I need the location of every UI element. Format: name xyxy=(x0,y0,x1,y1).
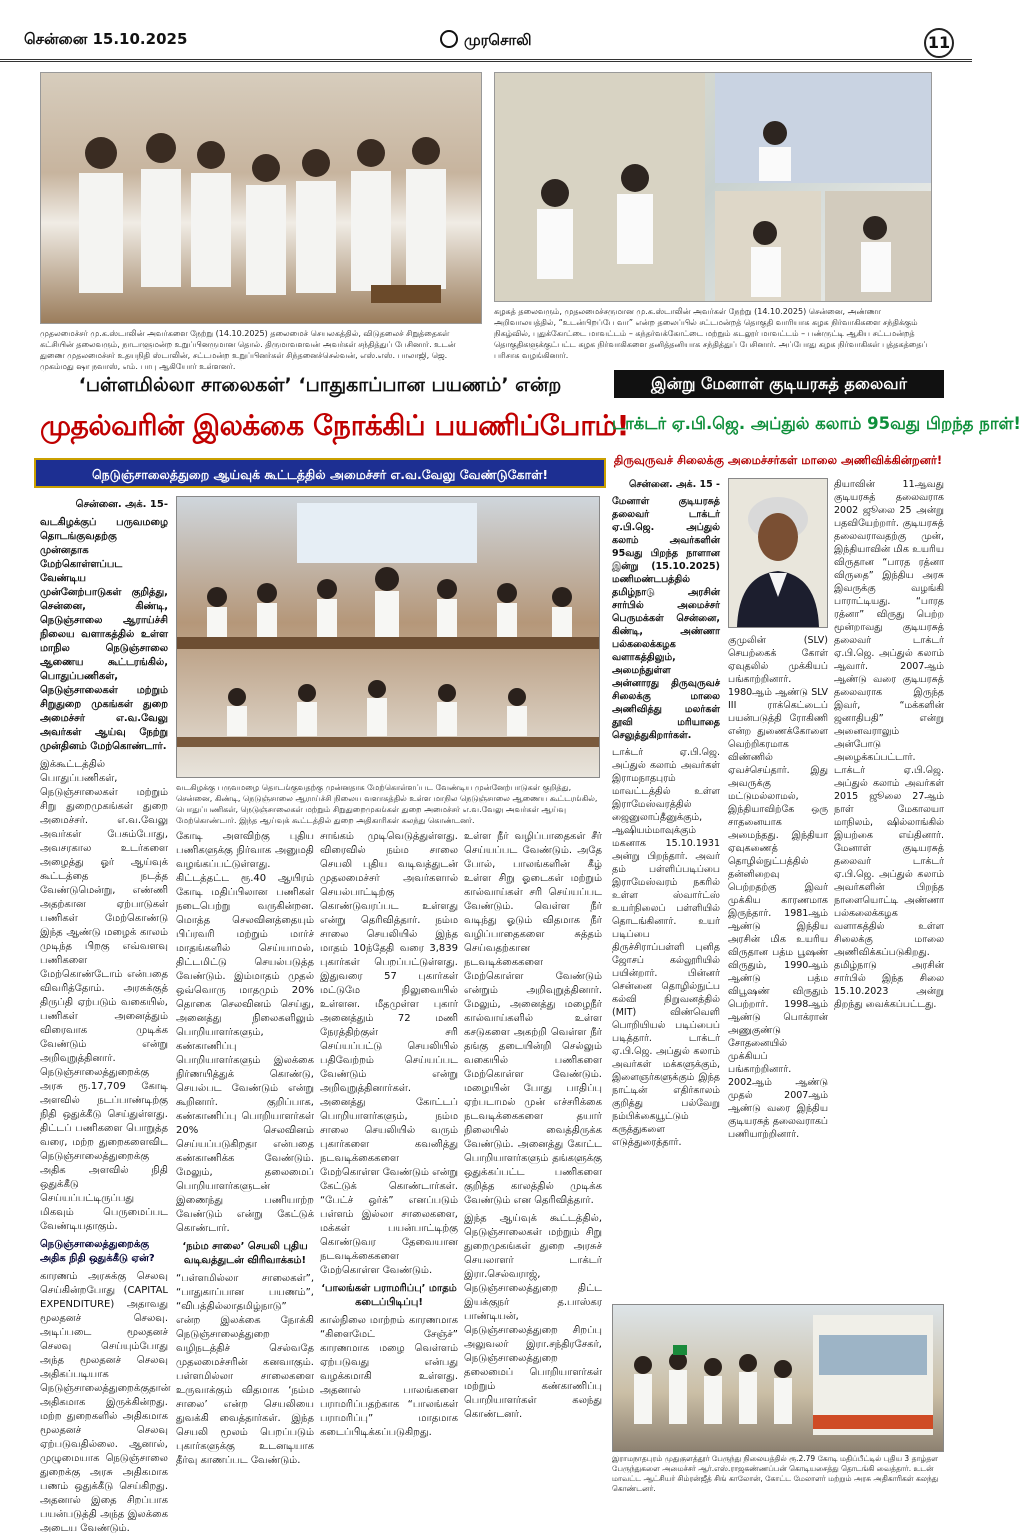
right-col3 xyxy=(834,478,944,1298)
page-header xyxy=(0,0,972,62)
left-col1-text: இக்கூட்டத்தில் பொதுப்பணிகள், நெடுஞ்சாலைகள் மற்றும் சிறு துறைமுகங்கள் துறை அமைச்சர். எ.வ.வேலு அவர்கள் பேசும்போது, அவசரகால உடர்களை அழைத்து ஓர் ஆய்வுக் கூட்டத்தை நடத்த வேண்டுமென்று, எண்ணி அதற்கான ஏற்பாடுகள் பணிகள் மேற்கொண்டு இந்த ஆண்டு மழைக் காலம் முடிந்த பிறகு எவ்வளவு பணிகளை மேற்கொண்டோம் என்பதை விவரித்தோம். அரசுக்குத் திருப்தி ஏற்படும் வகையில், பணிகள் அனைத்தும் விரைவாக முடிக்க வேண்டும் என்று அறிவுறுத்தினார். நெடுஞ்சாலைத்துறைக்கு அரசு ரூ.17,709 கோடி அளவில் நடப்பாண்டிற்கு நிதி ஒதுக்கீடு செய்துள்ளது. திட்டப் பணிகளை பொறுத்த வரை, மற்ற துறைகளைவிட நெடுஞ்சாலைத்துறைக்கு அதிக அளவில் நிதி ஒதுக்கீடு செய்யப்பட்டிருப்பது மிகவும் பெருமைப்பட வேண்டியதாகும். xyxy=(40,759,168,1232)
bus-photo-scene xyxy=(613,1305,943,1451)
left-col2-text: கோடி அளவிற்கு புதிய பணிகளுக்கு நிர்வாக அனுமதி வழங்கப்பட்டுள்ளது. கிட்டத்தட்ட ரூ.40 ஆயிரம் கோடி மதிப்பிலான பணிகள் நடைபெற்று வருகின்றன. மொத்த செலவினத்தையும் பிப்ரவரி மற்றும் மார்ச் மாதங்களில் செய்யாமல், திட்டமிட்டு செயல்படுத்த வேண்டும். இம்மாதம் முதல் ஒவ்வொரு மாதமும் 20% தொகை செலவினம் செய்து, அனைத்து நிலைகளிலும் பொறியாளர்களும், கண்காணிப்பு பொறியாளர்களும் இலக்கை நிர்ணயித்துக் கொண்டு, செயல்பட வேண்டும் என்று கூறினார். குறிப்பாக, கண்காணிப்பு பொறியாளர்கள் 20% செலவினம் செய்யப்படுகிறதா என்பதை கண்காணிக்க வேண்டும். மேலும், தலைமைப் பொறியாளர்களுடன் இணைந்து பணியாற்ற வேண்டும் என்று கேட்டுக் கொண்டார். xyxy=(176,831,314,1234)
left-section2: ‘நம்ம சாலை’ செயலி புதிய வடிவத்துடன் விரிவாக்கம்! xyxy=(182,1241,308,1266)
right-lead-column xyxy=(612,478,720,1298)
left-dateline: சென்னை. அக். 15- xyxy=(75,499,168,510)
photo-right-caption: கழகத் தலைவரும், முதலமைச்சருமான மு.க.ஸ்டாலின் அவர்கள் நேற்று (14.10.2025) சென்னை, அண்ணா அறிவாலயத்தில், “உடன்பிறப்பே வா” என்ற தலைப்பில் சட்டமன்றத் தொகுதி வாரியாக கழக நிர்வாகிகளை சந்திக்கும் நிகழ்வில், புதுக்கோட்டை மாவட்டம் – கந்தர்வக்கோட்டை மற்றும் கடலூர் மாவட்டம் – பண்ருட்டி ஆகிய சட்டமன்றத் தொகுதிகளுக்குட்பட்ட கழக நிர்வாகிகளை தனித்தனியாக சந்தித்துப் பேசினார். அப்போது கழக நிர்வாகிகள் புத்தகத்தைப் பரிசாக வழங்கினார். xyxy=(494,307,928,360)
photo-left xyxy=(40,72,482,324)
left-col3-text: சாங்கம் முடிவெடுத்துள்ளது. விரைவில் நம்ம சாலை செயலி புதிய வடிவத்துடன் முதலமைச்சர் அவர்களால் செயல்பாட்டிற்கு கொண்டுவரப்பட உள்ளது என்று தெரிவித்தார். நம்ம சாலை செயலியில் இந்த மாதம் 10ந்தேதி வரை 3,839 புகார்கள் பெறப்பட்டுள்ளது. இதுவரை 57 புகார்கள் மட்டுமே நிலுவையில் உள்ளன. மீதமுள்ள புகார் அனைத்தும் 72 மணி நேரத்திற்குள் சரி செய்யப்பட்டு செயலியில் பதிவேற்றம் செய்யப்பட வேண்டும் என்று அறிவுறுத்தினார்கள். அனைத்து கோட்டப் பொறியாளர்களும், நம்ம சாலை செயலியில் வரும் புகார்களை கவனித்து நடவடிக்கைகளை மேற்கொள்ள வேண்டும் என்று கேட்டுக் கொண்டார்கள். “பேட்ச் ஒர்க்” எனப்படும் பள்ளம் இல்லா சாலைகளை, மக்கள் பயன்பாட்டிற்கு கொண்டுவர தேவையான நடவடிக்கைகளை மேற்கொள்ள வேண்டும். xyxy=(320,831,458,1276)
right-col3-text: தியாவின் 11ஆவது குடியரசுத் தலைவராக 2002 ஜூலை 25 அன்று பதவியேற்றார். குடியரசுத் தலைவராவதற்கு முன், இந்தியாவின் மிக உயரிய விருதான “பாரத ரத்னா விருதை” இந்திய அரசு இவருக்கு வழங்கி பாராட்டியது. “பாரத ரத்னா” விருது பெற்ற மூன்றாவது குடியரசுத் தலைவர் டாக்டர் ஏ.பி.ஜெ. அப்துல் கலாம் ஆவார். 2007ஆம் ஆண்டு வரை குடியரசுத் தலைவராக இருந்த இவர், “மக்களின் ஜனாதிபதி” என்று அனைவராலும் அன்போடு அழைக்கப்பட்டார். டாக்டர் ஏ.பி.ஜெ. அப்துல் கலாம் அவர்கள் 2015 ஜூலை 27ஆம் நாள் மேகாலயா மாநிலம், ஷில்லாங்கில் இயற்கை எய்தினார். மேனாள் குடியரசுத் தலைவர் டாக்டர் ஏ.பி.ஜெ. அப்துல் கலாம் அவர்களின் பிறந்த நாளையொட்டி அண்ணா பல்கலைக்கழக வளாகத்தில் உள்ள சிலைக்கு மாலை அணிவிக்கப்படுகிறது. தமிழ்நாடு அரசின் சார்பில் இந்த சிலை 15.10.2023 அன்று திறந்து வைக்கப்பட்டது. xyxy=(834,479,944,1010)
bus-photo-caption: இராமநாதபுரம் முதுகுளத்தூர் பேருந்து நிலையத்தில் ரூ.2.79 கோடி மதிப்பீட்டில் புதிய 3 தாழ்தள பேருந்துகளை அமைச்சர் ஆர்.எஸ்.ராஜகண்ணப்பன் கொடியசைத்து தொடங்கி வைத்தார். உடன் மாவட்ட ஆட்சியர் சிம்ரன்ஜீத் சிங் காலோன், கோட்ட மேலாளர் மற்றும் அரசு அதிகாரிகள் கலந்து கொண்டனர். xyxy=(612,1454,939,1493)
right-dateline: சென்னை. அக். 15 - xyxy=(628,479,720,490)
left-col4b-text: இந்த ஆய்வுக் கூட்டத்தில், நெடுஞ்சாலைகள் மற்றும் சிறு துறைமுகங்கள் துறை அரசுச் செயலாளர் டாக்டர் இரா.செல்வராஜ், நெடுஞ்சாலைத்துறை திட்ட இயக்குநர் த.பாஸ்கர பாண்டியன், நெடுஞ்சாலைத்துறை சிறப்பு அலுவலர் இரா.சந்திரசேகர், நெடுஞ்சாலைத்துறை தலைமைப் பொறியாளர்கள் மற்றும் கண்காணிப்பு பொறியாளர்கள் கலந்து கொண்டனர். xyxy=(464,1213,602,1420)
header-date: சென்னை 15.10.2025 xyxy=(24,30,188,48)
meeting-photo-scene xyxy=(177,497,599,777)
meeting-photo xyxy=(176,496,600,778)
meeting-photo-caption: வடகிழக்கு பருவமழை தொடங்குவதற்கு முன்னதாக மேற்கொள்ளப்பட வேண்டிய முன்னேற்பாடுகள் குறித்து, சென்னை, கிண்டி, நெடுஞ்சாலை ஆராய்ச்சி நிலைய வளாகத்தில் உள்ள மாநில நெடுஞ்சாலை ஆணைய கூட்டரங்கில், பொதுப்பணிகள், நெடுஞ்சாலைகள் மற்றும் சிறுதுறைமுகங்கள் துறை அமைச்சர் எ.வ.வேலு அவர்கள் ஆய்வு மேற்கொண்டார். இந்த ஆய்வுக் கூட்டத்தில் துறை அதிகாரிகள் கலந்து கொண்டனர். xyxy=(176,783,598,825)
kalam-portrait xyxy=(728,478,828,628)
right-col2-text: குமுலின் (SLV) செயற்கைக் கோள் ஏவுதலில் முக்கியப் பங்காற்றினார். 1980ஆம் ஆண்டு SLV III ராக்கெட்டைப் பயன்படுத்தி ரோகிணி என்ற துணைக்கோளை வெற்றிகரமாக விண்ணில் ஏவச்செய்தார். இது அவருக்கு மட்டுமல்லாமல், இந்தியாவிற்கே ஒரு சாதனையாக அமைந்தது. இந்தியா ஏவுகணைத் தொழில்நுட்பத்தில் தன்னிறைவு பெற்றதற்கு இவர் முக்கிய காரணமாக இருந்தார். 1981ஆம் ஆண்டு இந்திய அரசின் மிக உயரிய விருதான பத்ம பூஷண் விருதும், 1990ஆம் ஆண்டு பத்ம விபூஷண் விருதும் பெற்றார். 1998ஆம் ஆண்டு பொக்ரான் அணுகுண்டு சோதனையில் முக்கியப் பங்காற்றினார். 2002ஆம் ஆண்டு முதல் 2007ஆம் ஆண்டு வரை இந்திய குடியரசுத் தலைவராகப் பணியாற்றினார். xyxy=(728,635,828,1140)
left-col1b-text: காரணம் அரசுக்கு செலவு செய்கின்றபோது (CAPITAL EXPENDITURE) அதாவது மூலதனச் செலவு. அடிப்படை மூலதனச் செலவு செய்யும்போது அந்த மூலதனச் செலவு அதிகப்படியாக நெடுஞ்சாலைத்துறைக்குதான் அதிகமாக இருக்கின்றது. மற்ற துறைகளில் அதிகமாக மூலதனச் செலவு ஏற்படுவதில்லை. ஆனால், முழுமையாக நெடுஞ்சாலை துறைக்கு அரசு அதிகமாக பணம் ஒதுக்கீடு செய்கிறது. அதனால் இதை சிறப்பாக பயன்படுத்தி அந்த இலக்கை அடைய வேண்டும். xyxy=(40,1271,171,1534)
right-kicker: இன்று மேனாள் குடியரசுத் தலைவர் xyxy=(614,370,944,398)
right-col2 xyxy=(728,634,828,1298)
left-section1: நெடுஞ்சாலைத்துறைக்கு அதிக நிதி ஒதுக்கீடு ஏன்? xyxy=(40,1239,155,1264)
masthead-emblem-icon xyxy=(440,30,458,48)
left-col3 xyxy=(320,830,458,1438)
photo-left-caption: முதலமைச்சர் மு.க.ஸ்டாலின் அவர்களை நேற்று (14.10.2025) தலைமைச் செயலகத்தில், விடுதலைச் சிறுத்தைகள் கட்சியின் தலைவரும், நாடாளுமன்ற உறுப்பினருமான தொல். திருமாவளவன் அவர்கள் சந்தித்துப் பேசினார். உடன் துணை முதலமைச்சர் உதயநிதி ஸ்டாலின், சட்டமன்ற உறுப்பினர்கள் சிந்தனைச்செல்வன், எஸ்.எஸ். பாலாஜி, ஜெ. முகம்மது ஷா நவாஸ், எம். பாபு ஆகியோர் உள்ளனர். xyxy=(40,329,456,371)
left-lead-column xyxy=(40,498,171,1534)
left-col3b-text: கால்நிலை மாற்றம் காரணமாக “கிளைமேட் சேஞ்ச்” காரணமாக மழை வெள்ளம் ஏற்படுவது என்பது வழக்கமாகி உள்ளது. அதனால் பாலங்களை பராமரிப்பதற்காக “பாலங்கள் பராமரிப்பு” மாதமாக கடைப்பிடிக்கப்படுகிறது. xyxy=(320,1315,458,1438)
photo-left-people xyxy=(41,73,481,323)
right-subhead: திருவுருவச் சிலைக்கு அமைச்சர்கள் மாலை அணிவிக்கின்றனர்! xyxy=(613,453,943,467)
left-subhead: நெடுஞ்சாலைத்துறை ஆய்வுக் கூட்டத்தில் அமைச்சர் எ.வ.வேலு வேண்டுகோள்! xyxy=(34,458,606,488)
page-number: 11 xyxy=(924,28,954,58)
kalam-portrait-figure xyxy=(729,479,827,627)
left-col4 xyxy=(464,830,602,1438)
photo-right xyxy=(494,72,932,302)
left-kicker: ‘பள்ளமில்லா சாலைகள்’ ‘பாதுகாப்பான பயணம்’ என்ற xyxy=(78,374,562,396)
left-section3: ‘பாலங்கள் பராமரிப்பு’ மாதம் கடைப்பிடிப்பு! xyxy=(321,1283,457,1308)
bus-photo xyxy=(612,1304,944,1452)
left-col2b-text: “பள்ளமில்லா சாலைகள்”, “பாதுகாப்பான பயணம்”, “விபத்தில்லாதமிழ்நாடு” என்ற இலக்கை நோக்கி நெடுஞ்சாலைத்துறை வழிநடத்திச் செல்வதே முதலமைச்சரின் கனவாகும். பள்ளமில்லா சாலைகளை உருவாக்கும் விதமாக ‘நம்ம சாலை’ என்ற செயலியை துவக்கி வைத்தார்கள். இந்த செயலி மூலம் பெறப்படும் புகார்களுக்கு உடனடியாக தீர்வு காணப்பட வேண்டும். xyxy=(176,1273,314,1466)
photo-right-collage xyxy=(495,73,931,301)
masthead xyxy=(440,30,532,51)
left-col4-text: உள்ள நீர் வழிப்பாதைகள் சீர் செய்யப்பட வேண்டும். அதே போல், பாலங்களின் கீழ் உள்ள சிறு ஓடைகள் மற்றும் கால்வாய்கள் சரி செய்யப்பட வேண்டும். வெள்ள நீர் வடிந்து ஓடும் விதமாக நீர் வழிப்பாதைகளை சுத்தம் செய்வதற்கான நடவடிக்கைகளை மேற்கொள்ள வேண்டும் என்றும் அறிவுறுத்தினார். மேலும், அனைத்து மழைநீர் கால்வாய்களில் உள்ள கசடுகளை அகற்றி வெள்ள நீர் தங்கு தடையின்றி செல்லும் வகையில் பணிகளை மேற்கொள்ள வேண்டும். மழையின் போது பாதிப்பு ஏற்படாமல் முன் எச்சரிக்கை நடவடிக்கைகளை தயார் நிலையில் வைத்திருக்க வேண்டும். அனைத்து கோட்ட பொறியாளர்களும் தங்களுக்கு ஒதுக்கப்பட்ட பணிகளை குறித்த காலத்தில் முடிக்க வேண்டும் என தெரிவித்தார். xyxy=(464,831,602,1206)
left-col2 xyxy=(176,830,314,1466)
right-headline: டாக்டர் ஏ.பி.ஜெ. அப்துல் கலாம் 95வது பிறந்த நாள்! xyxy=(612,414,1021,433)
left-lead: வடகிழக்குப் பருவமழை தொடங்குவதற்கு முன்னதாக மேற்கொள்ளப்பட வேண்டிய முன்னேற்பாடுகள் குறித்து, சென்னை, கிண்டி, நெடுஞ்சாலை ஆராய்ச்சி நிலைய வளாகத்தில் உள்ள மாநில நெடுஞ்சாலை ஆணைய கூட்டரங்கில், பொதுப்பணிகள், நெடுஞ்சாலைகள் மற்றும் சிறுதுறை முகங்கள் துறை அமைச்சர் எ.வ.வேலு அவர்கள் ஆய்வு நேற்று முன்தினம் மேற்கொண்டார். xyxy=(40,517,168,752)
right-col1-text: டாக்டர் ஏ.பி.ஜெ. அப்துல் கலாம் அவர்கள் இராமநாதபுரம் மாவட்டத்தில் உள்ள இராமேஸ்வரத்தில் ஜைனுலாப்தீனுக்கும், ஆஷியம்மாவுக்கும் மகனாக 15.10.1931 அன்று பிறந்தார். அவர் தம் பள்ளிப்படிப்பை இராமேஸ்வரம் நகரில் உள்ள ஸ்வார்ட்ஸ் உயர்நிலைப் பள்ளியில் தொடங்கினார். உயர் படிப்பை திருச்சிராப்பள்ளி புனித ஜோசப் கல்லூரியில் பயின்றார். பின்னர் சென்னை தொழில்நுட்ப கல்வி நிறுவனத்தில் (MIT) விண்வெளி பொறியியல் படிப்பைப் படித்தார். டாக்டர் ஏ.பி.ஜெ. அப்துல் கலாம் அவர்கள் மக்களுக்கும், இளைஞர்களுக்கும் இந்த நாட்டின் எதிர்காலம் குறித்து பல்வேறு நம்பிக்கையூட்டும் கருத்துகளை எடுத்துரைத்தார். xyxy=(612,747,720,1148)
right-lead: மேனாள் குடியரசுத் தலைவர் டாக்டர் ஏ.பி.ஜெ. அப்துல் கலாம் அவர்களின் 95வது பிறந்த நாளான இன்று (15.10.2025) மணிமண்டபத்தில் தமிழ்நாடு அரசின் சார்பில் அமைச்சர் பெருமக்கள் சென்னை, கிண்டி, அண்ணா பல்கலைக்கழக வளாகத்திலும், அமைந்துள்ள அன்னாரது திருவுருவச் சிலைக்கு மாலை அணிவித்து மலர்கள் தூவி மரியாதை செலுத்துகிறார்கள். xyxy=(612,496,720,741)
masthead-title: முரசொலி xyxy=(464,31,532,49)
left-headline: முதல்வரின் இலக்கை நோக்கிப் பயணிப்போம்! xyxy=(40,409,629,442)
